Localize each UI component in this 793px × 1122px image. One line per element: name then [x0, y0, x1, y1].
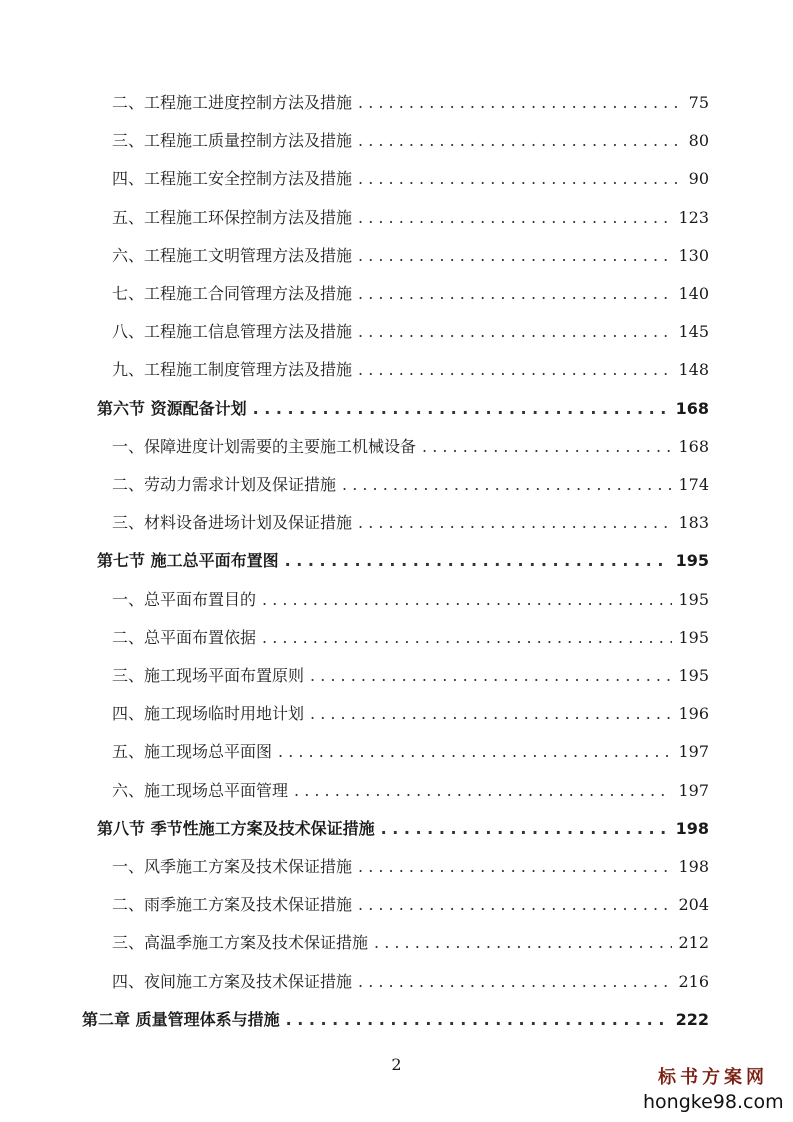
toc-entry-title: 五、工程施工环保控制方法及措施 — [112, 208, 353, 227]
toc-leader-dots — [262, 627, 672, 649]
toc-leader-dots — [286, 1009, 670, 1031]
toc-entry-title: 三、施工现场平面布置原则 — [112, 666, 305, 685]
toc-entry-title: 四、施工现场临时用地计划 — [112, 704, 305, 723]
toc-leader-dots — [358, 168, 683, 190]
toc-entry[interactable] — [97, 398, 709, 420]
toc-entry-title: 三、材料设备进场计划及保证措施 — [112, 513, 353, 532]
toc-entry-title: 二、雨季施工方案及技术保证措施 — [112, 895, 353, 914]
watermark-url: hongke98.com — [643, 1091, 784, 1113]
toc-entry-page: 145 — [678, 322, 709, 341]
toc-entry-title: 一、风季施工方案及技术保证措施 — [112, 857, 353, 876]
toc-entry-page: 212 — [678, 933, 709, 952]
toc-entry-title: 八、工程施工信息管理方法及措施 — [112, 322, 353, 341]
toc-entry-page: 90 — [688, 169, 709, 188]
toc-entry-page: 196 — [678, 704, 709, 723]
toc-entry[interactable] — [112, 971, 709, 993]
toc-entry[interactable] — [112, 741, 709, 763]
toc-entry-title: 六、施工现场总平面管理 — [112, 781, 289, 800]
toc-entry-page: 123 — [678, 208, 709, 227]
toc-entry[interactable] — [112, 780, 709, 802]
page-number: 2 — [391, 1055, 402, 1074]
toc-entry[interactable] — [112, 92, 709, 114]
toc-entry-title: 七、工程施工合同管理方法及措施 — [112, 284, 353, 303]
toc-entry-page: 197 — [678, 781, 709, 800]
toc-entry[interactable] — [82, 1009, 709, 1031]
toc-entry[interactable] — [112, 207, 709, 229]
toc-entry[interactable] — [112, 321, 709, 343]
toc-entry-page: 183 — [678, 513, 709, 532]
toc-entry[interactable] — [112, 932, 709, 954]
toc-leader-dots — [278, 741, 672, 763]
toc-leader-dots — [381, 818, 670, 840]
watermark — [643, 1066, 783, 1114]
toc-entry[interactable] — [112, 589, 709, 611]
toc-entry-title: 第七节 施工总平面布置图 — [97, 551, 279, 570]
toc-leader-dots — [358, 359, 672, 381]
toc-entry[interactable] — [112, 359, 709, 381]
toc-entry-page: 198 — [678, 857, 709, 876]
toc-entry-title: 四、工程施工安全控制方法及措施 — [112, 169, 353, 188]
toc-leader-dots — [358, 92, 683, 114]
toc-entry[interactable] — [112, 245, 709, 267]
toc-leader-dots — [358, 130, 683, 152]
toc-entry-page: 195 — [678, 666, 709, 685]
toc-leader-dots — [310, 665, 672, 687]
toc-entry-page: 195 — [675, 551, 709, 570]
toc-entry[interactable] — [112, 436, 709, 458]
toc-entry-title: 四、夜间施工方案及技术保证措施 — [112, 972, 353, 991]
toc-leader-dots — [358, 512, 672, 534]
toc-entry-page: 168 — [675, 399, 709, 418]
toc-entry-title: 三、高温季施工方案及技术保证措施 — [112, 933, 369, 952]
toc-entry-title: 第二章 质量管理体系与措施 — [82, 1010, 280, 1029]
toc-entry[interactable] — [112, 168, 709, 190]
toc-leader-dots — [358, 321, 672, 343]
watermark-site-name: 标书方案网 — [658, 1067, 768, 1088]
toc-entry-page: 195 — [678, 590, 709, 609]
toc-entry-title: 一、总平面布置目的 — [112, 590, 257, 609]
toc-entry[interactable] — [112, 665, 709, 687]
toc-entry-title: 九、工程施工制度管理方法及措施 — [112, 360, 353, 379]
toc-entry-page: 198 — [675, 819, 709, 838]
toc-entry-title: 三、工程施工质量控制方法及措施 — [112, 131, 353, 150]
toc-entry[interactable] — [112, 856, 709, 878]
toc-entry[interactable] — [112, 474, 709, 496]
toc-entry-page: 140 — [678, 284, 709, 303]
toc-entry-title: 二、工程施工进度控制方法及措施 — [112, 93, 353, 112]
toc-entry-page: 195 — [678, 628, 709, 647]
toc-leader-dots — [422, 436, 672, 458]
toc-leader-dots — [358, 283, 672, 305]
toc-leader-dots — [342, 474, 672, 496]
toc-leader-dots — [358, 894, 672, 916]
toc-entry-page: 168 — [678, 437, 709, 456]
toc-entry-title: 一、保障进度计划需要的主要施工机械设备 — [112, 437, 417, 456]
toc-entry-page: 174 — [678, 475, 709, 494]
toc-entry[interactable] — [112, 512, 709, 534]
toc-leader-dots — [262, 589, 672, 611]
toc-entry[interactable] — [97, 550, 709, 572]
toc-entry[interactable] — [112, 627, 709, 649]
toc-entry[interactable] — [112, 130, 709, 152]
toc-leader-dots — [358, 245, 672, 267]
toc-entry[interactable] — [97, 818, 709, 840]
toc-entry-title: 二、总平面布置依据 — [112, 628, 257, 647]
toc-entry-page: 222 — [675, 1010, 709, 1029]
toc-leader-dots — [294, 780, 672, 802]
toc-leader-dots — [310, 703, 672, 725]
toc-entry-page: 130 — [678, 246, 709, 265]
toc-entry[interactable] — [112, 283, 709, 305]
toc-entry-page: 204 — [678, 895, 709, 914]
toc-entry-page: 75 — [688, 93, 709, 112]
toc-leader-dots — [285, 550, 670, 572]
toc-entry-page: 197 — [678, 742, 709, 761]
toc-leader-dots — [358, 856, 672, 878]
toc-entry-page: 80 — [688, 131, 709, 150]
toc-entry[interactable] — [112, 894, 709, 916]
toc-entry-page: 216 — [678, 972, 709, 991]
toc-entry-page: 148 — [678, 360, 709, 379]
toc-leader-dots — [358, 207, 672, 229]
toc-leader-dots — [253, 398, 670, 420]
toc-entry-title: 第六节 资源配备计划 — [97, 399, 247, 418]
toc-entry-title: 五、施工现场总平面图 — [112, 742, 273, 761]
toc-entry-title: 六、工程施工文明管理方法及措施 — [112, 246, 353, 265]
toc-leader-dots — [358, 971, 672, 993]
toc-entry-title: 第八节 季节性施工方案及技术保证措施 — [97, 819, 375, 838]
toc-entry[interactable] — [112, 703, 709, 725]
toc-entry-title: 二、劳动力需求计划及保证措施 — [112, 475, 337, 494]
toc-leader-dots — [374, 932, 672, 954]
